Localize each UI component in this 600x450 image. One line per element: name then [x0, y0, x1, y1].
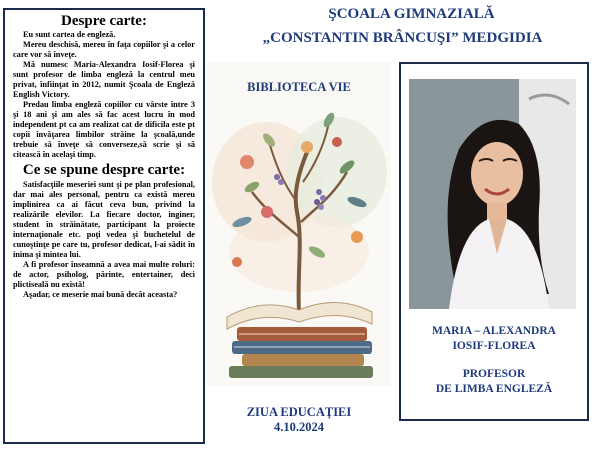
event-date: 4.10.2024 [274, 420, 324, 434]
living-library-title: BIBLIOTECA VIE [247, 80, 351, 94]
about-book-heading: Despre carte: [61, 13, 147, 29]
said-paragraph-3: Aşadar, ce meserie mai bună decât aceasta? [23, 290, 178, 299]
said-paragraph-1: Satisfacţiile meseriei sunt şi pe plan profesional, dar mai ales personal, pentru ca există mereu împlinirea ca ai făcut ceva bun, privind la realizările elevilor. La fiecare doctor, inginer, student în străinătate, participant la proiecte internaţionale etc. poţi vedea şi buchetelul de cunoştinţe pe care tu, profesor dedicat, l-ai sădit în inima şi mintea lui. [13, 180, 195, 259]
about-paragraph-2: Mereu deschisă, mereu în faţa copiilor şi a celor care vor să înveţe. [13, 40, 195, 59]
teacher-name-line2: IOSIF-FLOREA [452, 340, 536, 352]
about-paragraph-3: Mă numesc Maria-Alexandra Iosif-Florea şi sunt profesor de limba engleză la centrul meu privat, înfiinţat în 2012, numit Şcoala de Engleză English Victory. [13, 60, 195, 99]
portrait-image [409, 79, 576, 309]
watercolor-books-image [207, 62, 391, 386]
teacher-profile-panel [399, 62, 589, 421]
teacher-portrait-photo [409, 79, 576, 309]
teacher-role-line1: PROFESOR [462, 368, 526, 380]
what-is-said-heading: Ce se spune despre carte: [22, 162, 186, 178]
education-day-title: ZIUA EDUCAŢIEI [246, 405, 352, 419]
teacher-name-line1: MARIA – ALEXANDRA [432, 325, 556, 337]
school-name-line2: „CONSTANTIN BRÂNCUŞI” MEDGIDIA [262, 30, 543, 46]
said-paragraph-2: A fi profesor înseamnă a avea mai multe roluri: de actor, psiholog, părinte, entertainer, deci plictiseală nu există! [13, 260, 195, 289]
about-book-panel [3, 8, 205, 444]
about-paragraph-1: Eu sunt cartea de engleză. [23, 30, 116, 39]
books-tree-illustration [207, 62, 391, 386]
school-name-line1: ŞCOALA GIMNAZIALĂ [328, 6, 495, 22]
about-paragraph-4: Predau limba engleză copiilor cu vârste între 3 şi 18 ani şi am ales să fac acest lucru în mod independent pt ca am realizat cat de dificila este pt copii învăţarea limbilor străine la şcoală,unde trebuie să înveţe să converseze,să scrie şi să citească în acelaşi timp. [13, 100, 195, 159]
teacher-role-line2: DE LIMBA ENGLEZĂ [435, 383, 553, 395]
